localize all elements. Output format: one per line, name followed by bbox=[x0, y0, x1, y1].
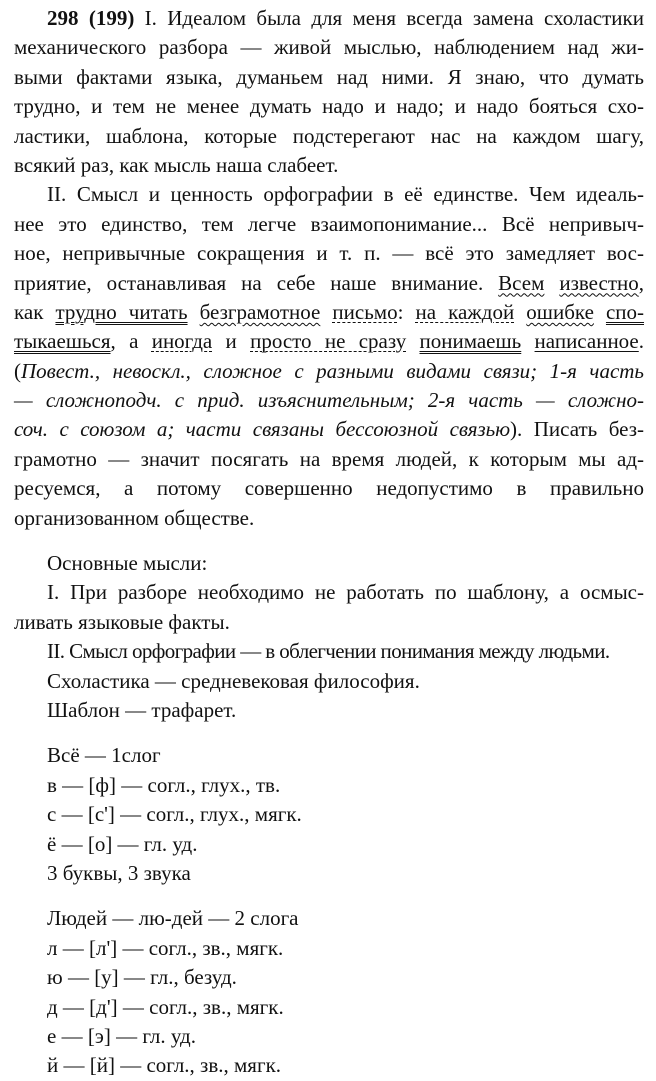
text-run: приятие, останавливая на себе наше внимание. bbox=[14, 270, 499, 295]
text-run: : bbox=[397, 299, 416, 324]
spacer bbox=[14, 888, 644, 904]
italic-annotation-line: — сложноподч. с прид. изъяснительным; 2-я часть — сложно- bbox=[14, 388, 644, 413]
adverbial-underlined: на каждой bbox=[415, 299, 515, 324]
text-run: , а bbox=[110, 329, 152, 354]
spacer bbox=[14, 725, 644, 741]
text-line: II. Смысл орфографии — в облегчении понимания между людьми. bbox=[47, 639, 610, 664]
text-run: I. Идеалом была для меня всегда замена схоластики bbox=[134, 6, 644, 30]
analysis-title: Всё — 1слог bbox=[47, 743, 161, 768]
text-line bbox=[14, 415, 644, 444]
text-line: ливать языковые факты. bbox=[14, 609, 230, 634]
exercise-number: 298 (199) bbox=[47, 6, 135, 30]
analysis-row: д — [д'] — согл., зв., мягк. bbox=[47, 994, 284, 1019]
ideas-heading: Основные мысли: bbox=[47, 551, 208, 576]
text-run: , bbox=[638, 270, 644, 295]
text-line: Шаблон — трафарет. bbox=[47, 697, 237, 722]
text-line: нее это единство, тем легче взаимопонимание... Всё непривыч- bbox=[14, 211, 644, 236]
text-line: Схоластика — средневековая философия. bbox=[47, 668, 420, 693]
spacer bbox=[14, 533, 644, 549]
text-line: ластики, шаблона, которые подстерегают нас на каждом шагу, bbox=[14, 123, 644, 148]
text-run bbox=[514, 300, 526, 324]
predicate-underlined: Всем bbox=[498, 270, 545, 295]
adverbial-underlined: иногда bbox=[151, 329, 213, 354]
text-run bbox=[320, 300, 332, 324]
text-line bbox=[14, 327, 644, 356]
predicate-underlined: понимаешь bbox=[419, 329, 522, 354]
text-line: ное, непривычные сокращения и т. п. — всё это замедляет вос- bbox=[14, 241, 644, 266]
analysis-summary: 3 буквы, 3 звука bbox=[47, 860, 191, 885]
analysis-row: в — [ф] — согл., глух., тв. bbox=[47, 772, 281, 797]
attribute-underlined: безграмотное bbox=[199, 299, 321, 324]
text-run: и bbox=[212, 329, 251, 354]
predicate-underlined: тыкаешься bbox=[14, 329, 111, 354]
text-run: . bbox=[638, 329, 645, 354]
text-line: всякий раз, как мысль наша слабеет. bbox=[14, 152, 339, 177]
text-run bbox=[406, 329, 419, 353]
analysis-row: с — [с'] — согл., глух., мягк. bbox=[47, 802, 302, 827]
text-line bbox=[14, 269, 644, 298]
text-line bbox=[14, 357, 644, 386]
text-run bbox=[521, 329, 534, 353]
text-run bbox=[188, 300, 200, 324]
analysis-row: й — [й] — согл., зв., мягк. bbox=[47, 1053, 282, 1078]
predicate-underlined: спо- bbox=[605, 299, 645, 324]
adverbial-underlined: просто не сразу bbox=[250, 329, 407, 354]
text-line: грамотно — значит посягать на время людей, к которым мы ад- bbox=[14, 446, 644, 471]
text-run: как bbox=[14, 299, 56, 324]
predicate-underlined: известно bbox=[559, 270, 639, 295]
text-run bbox=[594, 300, 606, 324]
object-underlined: письмо bbox=[332, 299, 398, 324]
textbook-page bbox=[14, 4, 644, 1081]
text-line: трудно, и тем не менее думать надо и надо; и надо бояться схо- bbox=[14, 94, 644, 119]
analysis-row: е — [э] — гл. уд. bbox=[47, 1023, 196, 1048]
analysis-row: л — [л'] — согл., зв., мягк. bbox=[47, 935, 284, 960]
text-line: I. При разборе необходимо не работать по шаблону, а осмыс- bbox=[47, 580, 644, 605]
text-line: II. Смысл и ценность орфографии в её единстве. Чем идеаль- bbox=[47, 182, 644, 207]
text-run: ). Писать без- bbox=[510, 417, 644, 442]
adverbial-underlined: ошибке bbox=[526, 299, 594, 324]
italic-annotation: соч. с союзом а; части связаны бессоюзной связью bbox=[14, 417, 511, 442]
object-underlined: написанное bbox=[534, 329, 639, 354]
text-line: ресуемся, а потому совершенно недопустимо в правильно bbox=[14, 476, 644, 501]
exercise-line-1 bbox=[14, 4, 644, 33]
text-line bbox=[14, 298, 644, 327]
text-line: выми фактами языка, думаньем над ними. Я знаю, что думать bbox=[14, 64, 644, 89]
analysis-title: Людей — лю-дей — 2 слога bbox=[47, 906, 299, 931]
text-line: организованном обществе. bbox=[14, 505, 255, 530]
predicate-underlined: трудно читать bbox=[55, 299, 188, 324]
analysis-row: ё — [о] — гл. уд. bbox=[47, 831, 198, 856]
analysis-row: ю — [у] — гл., безуд. bbox=[47, 965, 237, 990]
italic-annotation: Повест., невоскл., сложное с разными видами связи; 1-я часть bbox=[21, 358, 644, 383]
text-run: ( bbox=[14, 358, 21, 383]
text-line: механического разбора — живой мыслью, наблюдением над жи- bbox=[14, 35, 644, 60]
